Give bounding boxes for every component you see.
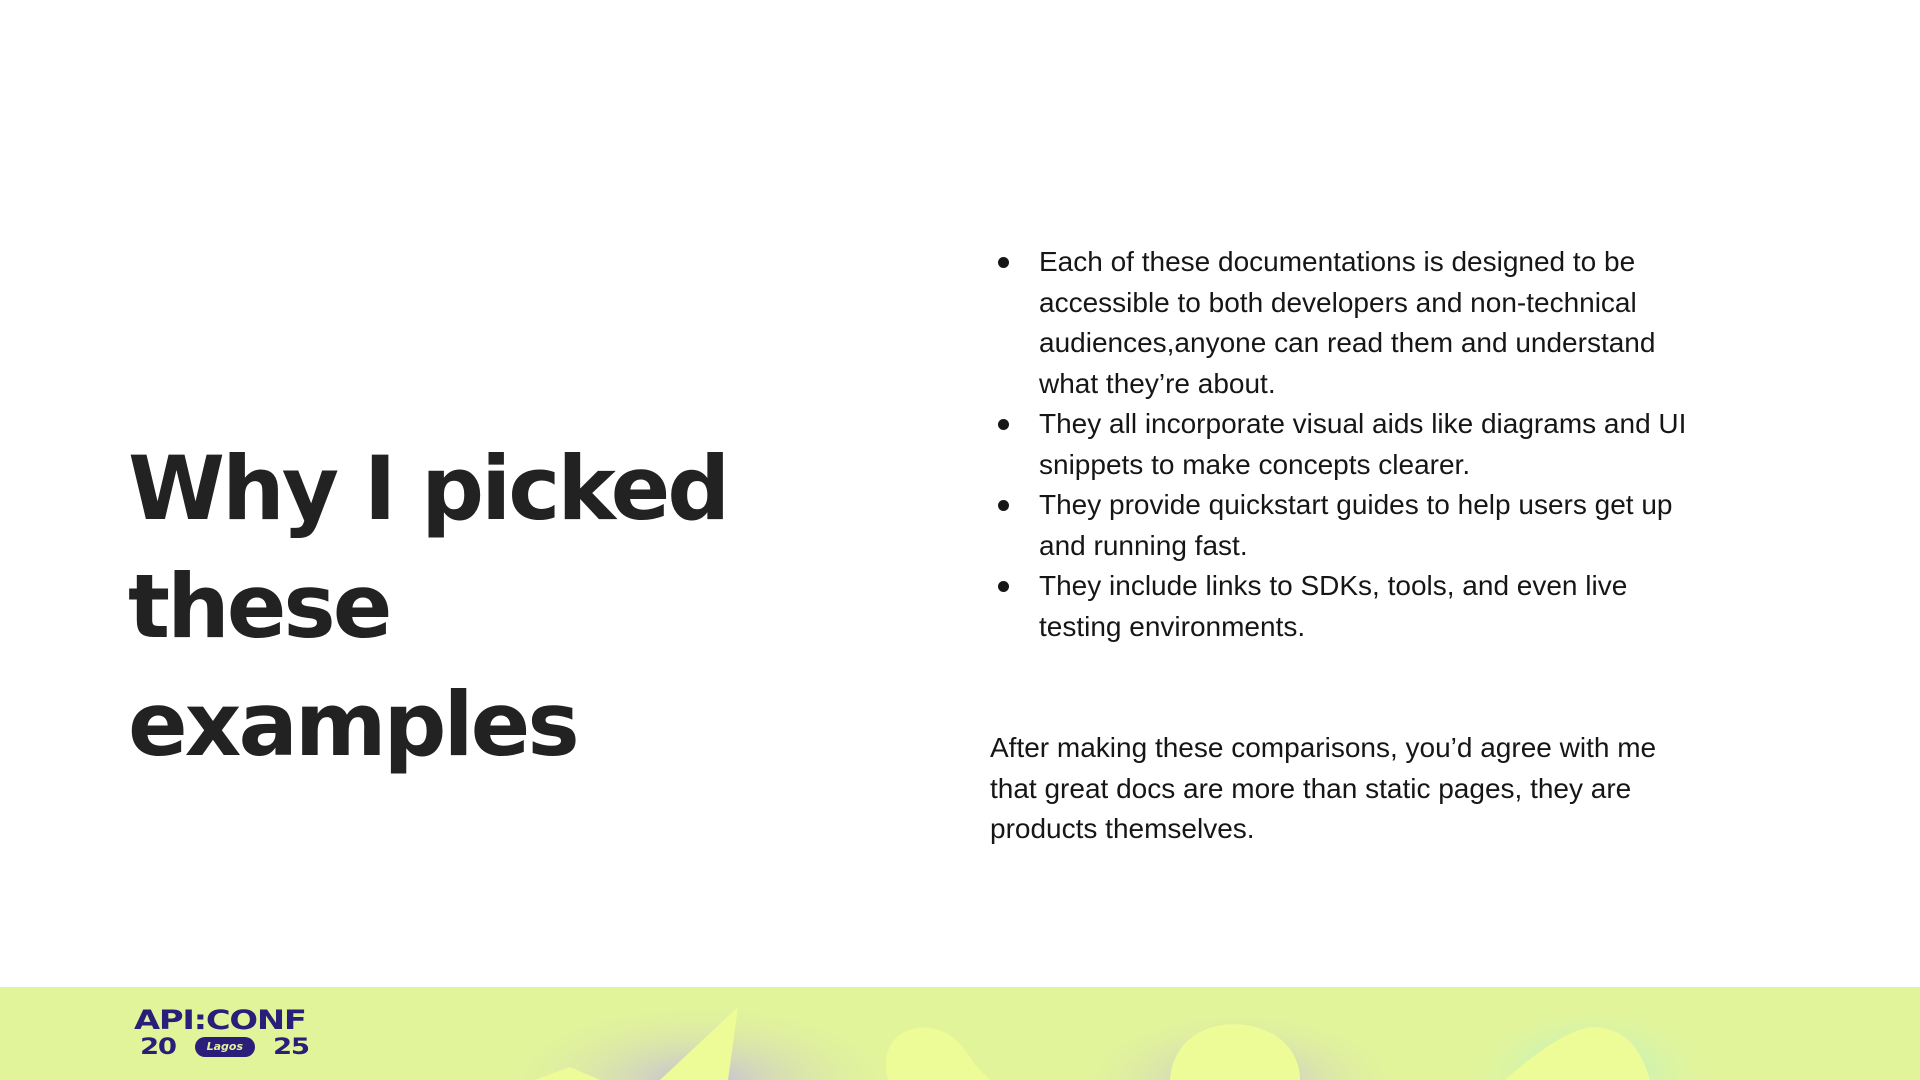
bullet-icon bbox=[998, 257, 1009, 268]
bullet-list bbox=[990, 242, 1690, 647]
bullet-text: They include links to SDKs, tools, and even live testing environments. bbox=[1039, 570, 1628, 642]
list-item bbox=[990, 485, 1690, 566]
apiconf-logo bbox=[134, 1007, 322, 1061]
bullet-icon bbox=[998, 581, 1009, 592]
logo-year bbox=[140, 1035, 309, 1060]
bullet-text: They provide quickstart guides to help users get up and running fast. bbox=[1039, 489, 1673, 561]
bullet-text: They all incorporate visual aids like diagrams and UI snippets to make concepts clearer. bbox=[1039, 408, 1687, 480]
bullet-icon bbox=[998, 500, 1009, 511]
summary-paragraph: After making these comparisons, you’d agree with me that great docs are more than static pages, they are products themselves. bbox=[990, 732, 1657, 844]
list-item bbox=[990, 566, 1690, 647]
logo-city-pill: Lagos bbox=[195, 1037, 255, 1057]
logo-year-right: 25 bbox=[273, 1035, 309, 1060]
list-item bbox=[990, 404, 1690, 485]
logo-year-left: 20 bbox=[140, 1035, 176, 1060]
blob-shape bbox=[886, 1028, 990, 1080]
slide-title: Why I picked these examples bbox=[128, 437, 728, 776]
list-item bbox=[990, 242, 1690, 404]
logo-wordmark: API:CONF bbox=[134, 1005, 306, 1036]
bullet-text: Each of these documentations is designed to be accessible to both developers and non-technical audiences,anyone can read them and understand what they’re about. bbox=[1039, 246, 1656, 399]
bullet-icon bbox=[998, 419, 1009, 430]
slide-content bbox=[990, 242, 1690, 850]
